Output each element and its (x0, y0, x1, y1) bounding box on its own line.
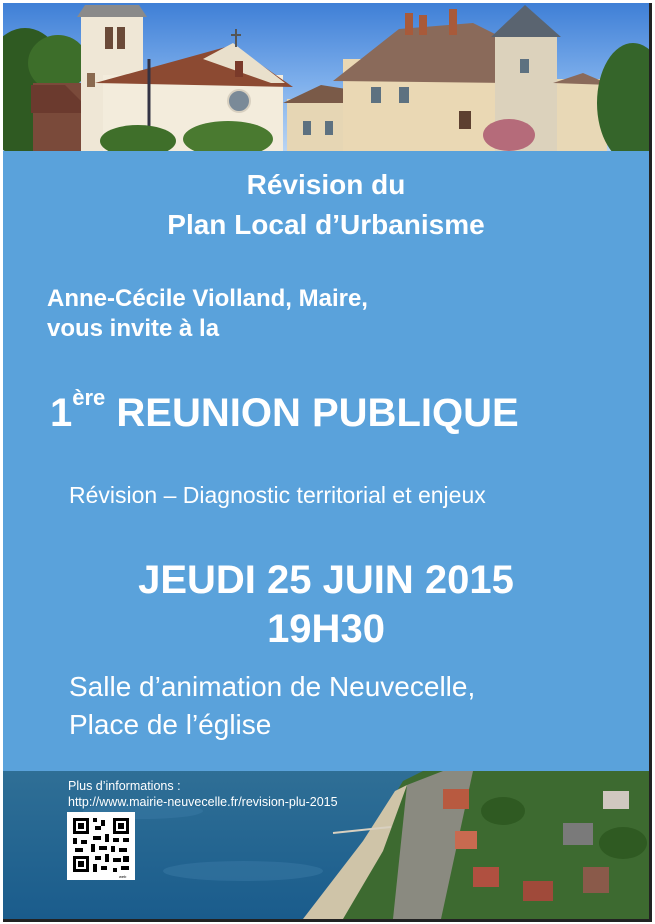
meeting-time: 19H30 (267, 607, 385, 651)
venue-line-1: Salle d’animation de Neuvecelle, (69, 671, 476, 702)
meeting-number: 1 (50, 391, 73, 435)
info-url[interactable]: http://www.mairie-neuvecelle.fr/revision-plu-2015 (68, 795, 338, 809)
qr-code-icon (67, 812, 135, 880)
poster (3, 3, 652, 922)
qr-code[interactable] (67, 812, 135, 880)
title-line-1: Révision du (246, 169, 406, 200)
qr-caption: web (119, 874, 127, 879)
info-label: Plus d’informations : (68, 779, 181, 793)
invitation-line-2: vous invite à la (47, 315, 220, 342)
meeting-date: JEUDI 25 JUIN 2015 (138, 558, 514, 602)
venue-line-2: Place de l’église (69, 709, 272, 740)
photo-church-chateau (3, 3, 649, 151)
church-chateau-illustration (3, 3, 649, 151)
meeting-subtitle: Révision – Diagnostic territorial et enjeux (69, 482, 486, 508)
meeting-title: REUNION PUBLIQUE (116, 391, 519, 435)
invitation-line-1: Anne-Cécile Violland, Maire, (47, 285, 368, 312)
meeting-ordinal-suffix: ère (72, 385, 106, 410)
meeting-heading (50, 385, 519, 436)
title-line-2: Plan Local d’Urbanisme (167, 209, 485, 240)
